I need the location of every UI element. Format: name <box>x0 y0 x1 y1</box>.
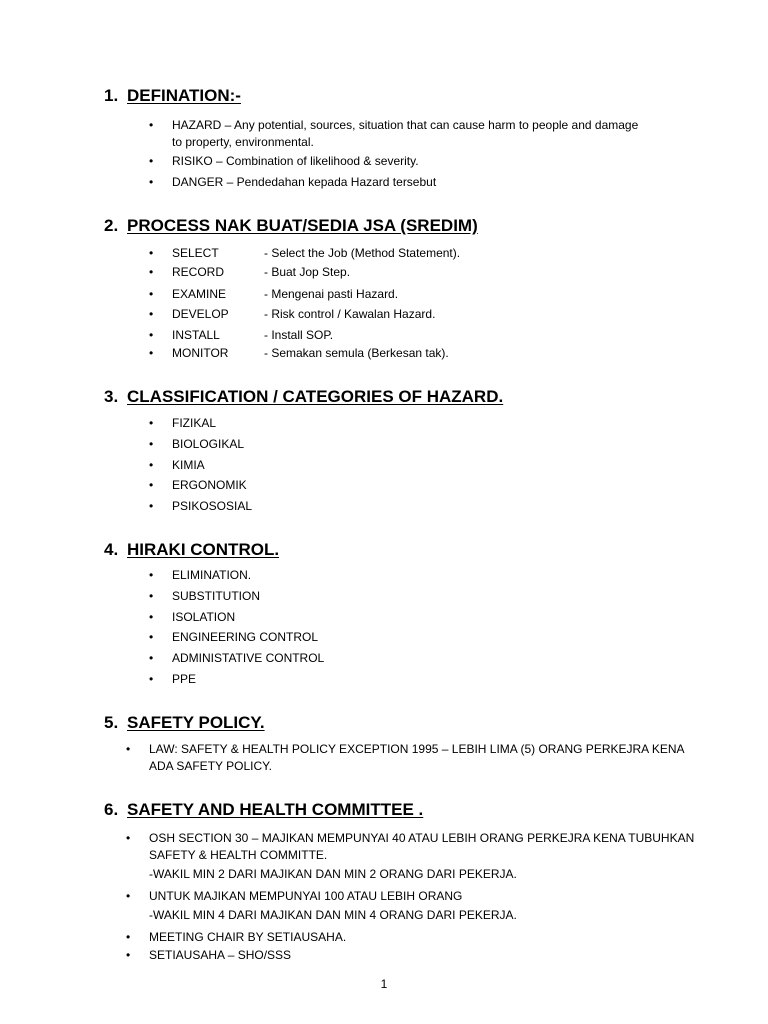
section-5-heading: 5. SAFETY POLICY. <box>104 713 265 732</box>
bullet-icon: • <box>126 831 131 845</box>
list-item: • DEVELOP - Risk control / Kawalan Hazard. <box>149 307 436 321</box>
section-1-heading: 1. DEFINATION:- <box>104 86 241 105</box>
bullet-icon: • <box>149 672 154 686</box>
bullet-icon: • <box>149 328 154 342</box>
section-2-title: PROCESS NAK BUAT/SEDIA JSA (SREDIM) <box>127 216 478 235</box>
bullet-icon: • <box>149 437 154 451</box>
section-3-heading: 3. CLASSIFICATION / CATEGORIES OF HAZARD. <box>104 387 504 406</box>
bullet-icon: • <box>126 930 131 944</box>
bullet-icon: • <box>149 416 154 430</box>
list-item: • LAW: SAFETY & HEALTH POLICY EXCEPTION 1995 – LEBIH LIMA (5) ORANG PERKEJRA KENA ADA SAFETY POLICY. <box>126 742 685 773</box>
bullet-icon: • <box>149 478 154 492</box>
bullet-icon: • <box>126 889 131 903</box>
bullet-icon: • <box>149 630 154 644</box>
bullet-icon: • <box>149 287 154 301</box>
bullet-icon: • <box>126 742 131 756</box>
bullet-icon: • <box>149 568 154 582</box>
list-item: • OSH SECTION 30 – MAJIKAN MEMPUNYAI 40 ATAU LEBIH ORANG PERKEJRA KENA TUBUHKAN SAFETY & HEALTH COMMITTE. -WAKIL MIN 2 DARI MAJIKAN DAN MIN 2 ORANG DARI PEKERJA. <box>126 831 695 881</box>
list-item: • FIZIKAL <box>149 416 217 430</box>
list-item: • RISIKO – Combination of likelihood & severity. <box>149 154 419 168</box>
list-item: • SETIAUSAHA – SHO/SSS <box>126 948 292 962</box>
bullet-icon: • <box>149 610 154 624</box>
bullet-icon: • <box>149 458 154 472</box>
list-item: • ELIMINATION. <box>149 568 252 582</box>
page-number: 1 <box>380 977 388 991</box>
list-item: • SUBSTITUTION <box>149 589 261 603</box>
section-3-title: CLASSIFICATION / CATEGORIES OF HAZARD. <box>127 387 504 406</box>
section-6-title: SAFETY AND HEALTH COMMITTEE . <box>127 800 424 819</box>
list-item: • ISOLATION <box>149 610 236 624</box>
list-item: • INSTALL - Install SOP. <box>149 328 334 342</box>
list-item: • ERGONOMIK <box>149 478 247 492</box>
section-4-heading: 4. HIRAKI CONTROL. <box>104 540 280 559</box>
bullet-icon: • <box>149 651 154 665</box>
bullet-icon: • <box>149 265 154 279</box>
section-1-title: DEFINATION:- <box>127 86 241 105</box>
bullet-icon: • <box>126 948 131 962</box>
bullet-icon: • <box>149 154 154 168</box>
section-6-heading: 6. SAFETY AND HEALTH COMMITTEE . <box>104 800 424 819</box>
bullet-icon: • <box>149 175 154 189</box>
bullet-icon: • <box>149 246 154 260</box>
bullet-icon: • <box>149 307 154 321</box>
bullet-icon: • <box>149 589 154 603</box>
bullet-icon: • <box>149 499 154 513</box>
list-item: • ENGINEERING CONTROL <box>149 630 319 644</box>
bullet-icon: • <box>149 346 154 360</box>
section-5-title: SAFETY POLICY. <box>127 713 265 732</box>
section-2-heading: 2. PROCESS NAK BUAT/SEDIA JSA (SREDIM) <box>104 216 478 235</box>
list-item: • MEETING CHAIR BY SETIAUSAHA. <box>126 930 347 944</box>
bullet-icon: • <box>149 118 154 132</box>
list-item: • MONITOR - Semakan semula (Berkesan tak). <box>149 346 449 360</box>
list-item: • SELECT - Select the Job (Method Statement). <box>149 246 461 260</box>
list-item: • HAZARD – Any potential, sources, situation that can cause harm to people and damage to property, environmental. <box>149 118 639 149</box>
list-item: • ADMINISTATIVE CONTROL <box>149 651 325 665</box>
list-item: • PSIKOSOSIAL <box>149 499 253 513</box>
list-item: • DANGER – Pendedahan kepada Hazard tersebut <box>149 175 437 189</box>
list-item: • PPE <box>149 672 197 686</box>
section-4-title: HIRAKI CONTROL. <box>127 540 280 559</box>
list-item: • RECORD - Buat Jop Step. <box>149 265 351 279</box>
list-item: • EXAMINE - Mengenai pasti Hazard. <box>149 287 399 301</box>
list-item: • BIOLOGIKAL <box>149 437 245 451</box>
list-item: • UNTUK MAJIKAN MEMPUNYAI 100 ATAU LEBIH ORANG -WAKIL MIN 4 DARI MAJIKAN DAN MIN 4 ORANG DARI PEKERJA. <box>126 889 517 922</box>
list-item: • KIMIA <box>149 458 205 472</box>
